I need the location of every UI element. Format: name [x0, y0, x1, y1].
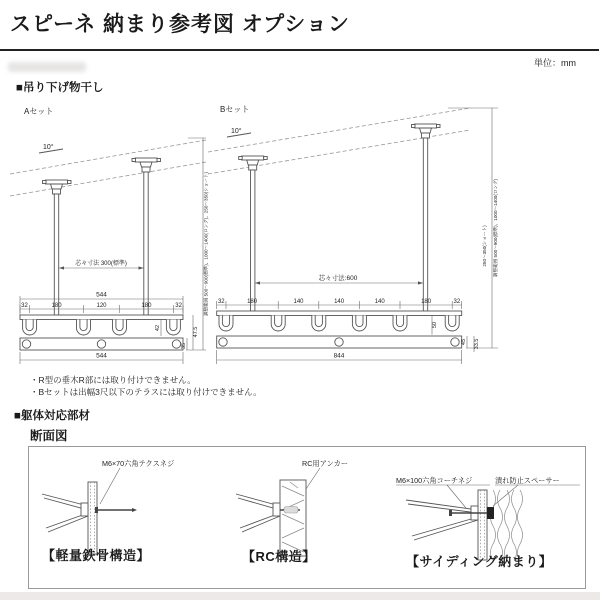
- caption-steel: 【軽量鉄骨構造】: [42, 548, 151, 563]
- bset-dim-5: 180: [421, 299, 432, 305]
- section-frame-parts: ■躯体対応部材: [14, 410, 90, 422]
- bset-roof-angle: 10°: [231, 128, 242, 135]
- aset-diagram: [10, 100, 210, 372]
- aset-bar-height: 47.5: [193, 326, 199, 338]
- bset-bottom-width: 844: [333, 352, 345, 360]
- mount-plate: [81, 503, 88, 516]
- rail-circle: [172, 340, 180, 348]
- aset-dim-3: 180: [141, 303, 152, 309]
- aset-dim-2: 120: [96, 303, 107, 309]
- screw-tip: [132, 508, 137, 512]
- aset-range-label: 調整範囲 500〜900(標準)、1000〜1400(ロング)、250〜350(ショート): [203, 171, 209, 317]
- aset-hook-bar: [20, 315, 183, 320]
- section-cross-section: 断面図: [30, 429, 68, 443]
- caption-rc: 【RC構造】: [242, 549, 316, 564]
- aset-bracket-left: [43, 180, 72, 315]
- roof-line-lower: [208, 130, 470, 174]
- wall-stud: [478, 490, 487, 560]
- aset-roof-angle: 10°: [43, 144, 54, 151]
- bset-center-dim: 芯々寸法:600: [318, 275, 358, 282]
- title-divider: [0, 49, 599, 51]
- rail-circle: [97, 340, 105, 348]
- bset-range-label-main: 調整範囲 500〜900(標準)、1000〜1400(ロング): [493, 178, 498, 278]
- cs-siding-callout-spacer: 潰れ防止スペーサー: [495, 476, 560, 485]
- aset-rail-height: 35: [181, 342, 187, 350]
- callout-leader: [100, 468, 120, 504]
- aset-center-dim: 芯々寸法 300(標準): [75, 261, 127, 267]
- bset-dim-1: 180: [247, 299, 258, 305]
- bset-dim-2: 140: [293, 299, 304, 305]
- siding-grain: [491, 490, 523, 560]
- bset-range-label-short: 250〜350(ショート): [482, 225, 487, 267]
- mount-plate: [273, 503, 280, 516]
- rail-circle: [335, 338, 343, 346]
- bset-bar-height: 45: [461, 338, 467, 346]
- roof-line-upper: [10, 140, 206, 174]
- bset-hook-height: 50: [432, 321, 438, 329]
- rail-circle: [22, 340, 30, 348]
- bset-bracket-left: [239, 156, 268, 311]
- aset-label: Aセット: [24, 107, 54, 116]
- blurred-watermark: [8, 62, 86, 72]
- scan-edge: [0, 592, 600, 600]
- aset-dim-0: 32: [21, 303, 28, 309]
- roof-line-lower: [10, 162, 206, 196]
- bset-dim-4: 140: [374, 299, 385, 305]
- cs-steel-callout: M6×70六角テクスネジ: [102, 459, 175, 468]
- aset-dim-4: 32: [175, 303, 182, 309]
- rail-circle: [219, 338, 227, 346]
- aset-hook-height: 42: [155, 324, 161, 332]
- callout-leader: [447, 485, 466, 508]
- section-hanging-rack: ■吊り下げ物干し: [16, 82, 104, 94]
- rc-wall: [280, 480, 306, 556]
- callout-leader: [493, 485, 518, 506]
- note-b-set: ・Bセットは出幅3尺以下のテラスには取り付けできません。: [30, 387, 262, 397]
- aset-bottom-width: 544: [96, 352, 107, 360]
- crush-spacer: [487, 507, 494, 519]
- unit-label: 単位：mm: [534, 58, 576, 68]
- page-title: スピーネ 納まり参考図 オプション: [10, 13, 350, 36]
- bset-dim-0: 32: [217, 299, 225, 305]
- aset-dim-1: 180: [51, 303, 62, 309]
- note-r-type: ・R型の垂木R部には取り付けできません。: [30, 375, 196, 385]
- aset-bracket-right: [132, 158, 161, 315]
- bset-dim-6: 32: [453, 299, 461, 305]
- bset-diagram: [208, 96, 510, 382]
- bracket-arm: [406, 500, 478, 540]
- rail-circle: [451, 338, 459, 346]
- bset-hooks: [219, 316, 459, 332]
- bset-rail-height: 33.5: [474, 338, 480, 350]
- wall-stud: [88, 482, 97, 554]
- caption-siding: 【サイディング納まり】: [406, 554, 553, 569]
- cs-siding-callout-screw: M6×100六角コーチネジ: [396, 476, 473, 485]
- bset-hook-bar: [217, 311, 462, 316]
- bset-dim-3: 140: [334, 299, 345, 305]
- aset-top-width: 544: [96, 291, 107, 299]
- anchor-tag: [284, 507, 298, 514]
- cs-rc-callout: RC用アンカー: [302, 459, 349, 468]
- bset-label: Bセット: [220, 105, 250, 114]
